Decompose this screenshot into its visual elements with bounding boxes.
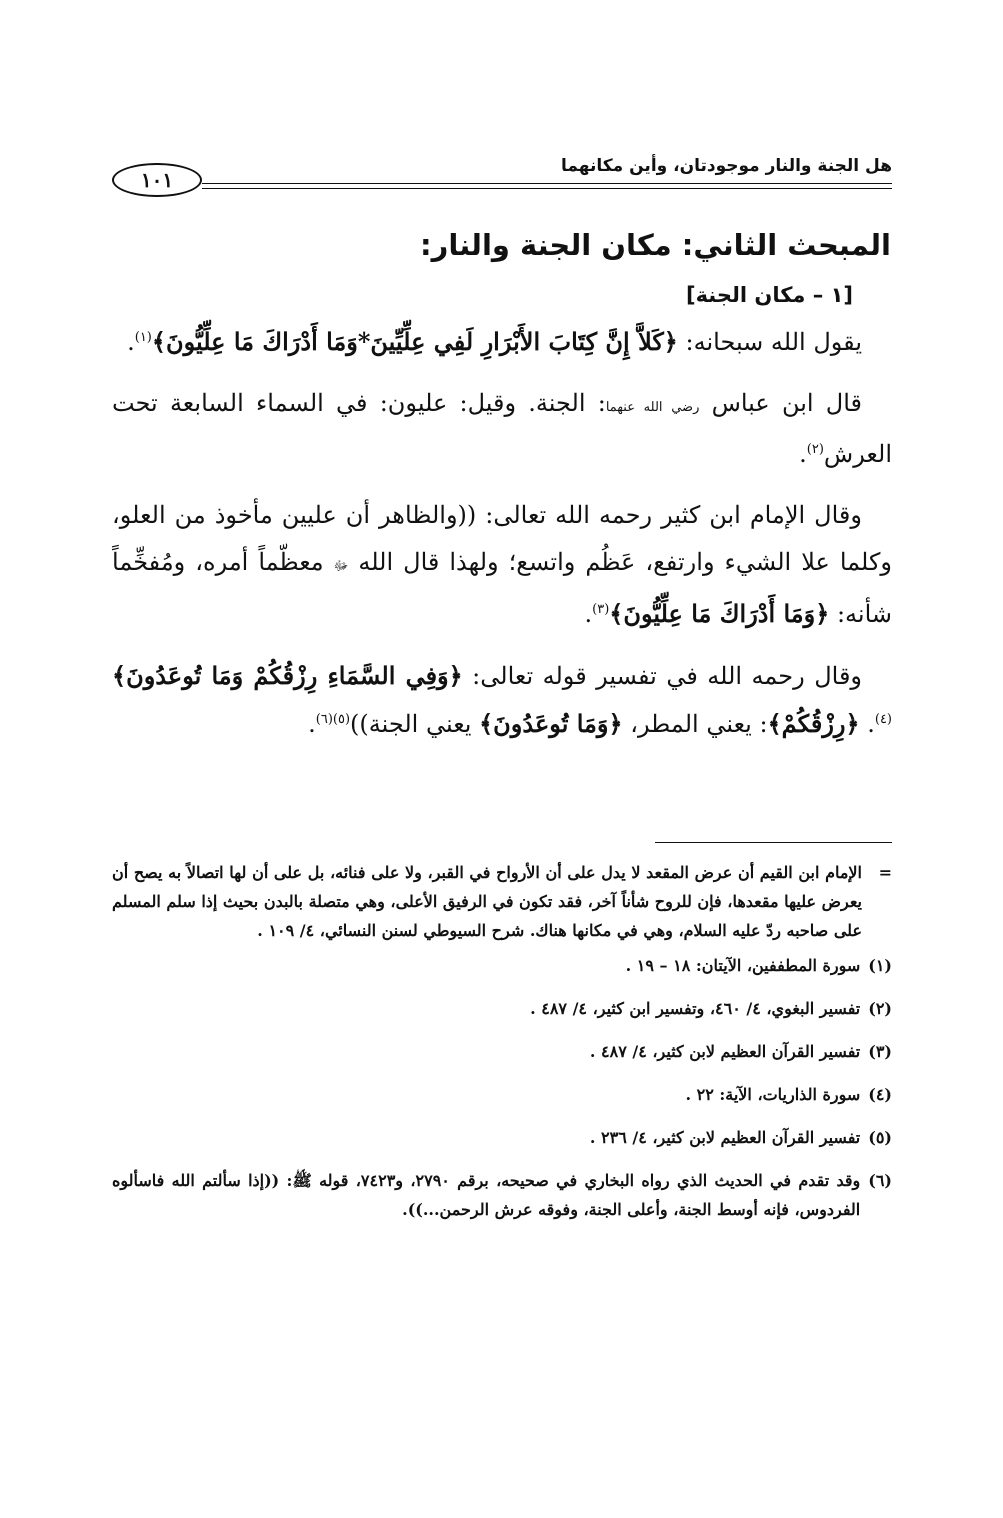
- footnote-2: [112, 994, 892, 1023]
- main-body: [112, 318, 892, 762]
- footnotes: [112, 858, 892, 1238]
- footnote-number: (٦): [868, 1171, 892, 1190]
- header-title: هل الجنة والنار موجودتان، وأين مكانهما: [561, 156, 892, 176]
- p3-end: .: [584, 600, 593, 628]
- p4-text2: .: [859, 710, 875, 738]
- p1-verse: ﴿كَلاَّ إِنَّ كِتَابَ الأَبْرَارِ لَفِي عِلِّيِّينَ*وَمَا أَدْرَاكَ مَا عِلِّيُّونَ﴾: [151, 327, 678, 356]
- p4-text4: يعني الجنة)): [350, 710, 480, 738]
- footnote-ref-1[interactable]: (١): [134, 330, 152, 345]
- p3-verse: ﴿وَمَا أَدْرَاكَ مَا عِلِّيُّونَ﴾: [609, 599, 830, 628]
- p1-lead: يقول الله سبحانه:: [677, 328, 862, 356]
- p3-text: وقال الإمام ابن كثير رحمه الله تعالى: ((والظاهر أن عليين مأخوذ من العلو، وكلما علا الشيء وارتفع، عَظُم واتسع؛ ولهذا قال الله: [112, 501, 893, 576]
- footnote-text: سورة المطففين، الآيتان: ١٨ – ١٩ .: [625, 956, 861, 975]
- footnote-3: [112, 1037, 892, 1066]
- paragraph-1: [112, 318, 892, 366]
- footnote-number: (٥): [868, 1128, 892, 1147]
- footnote-5: [112, 1123, 892, 1152]
- p2-end: .: [799, 440, 807, 468]
- p4-verse-2: ﴿رِزْقُكُمْ﴾: [767, 709, 860, 738]
- footnote-number: (٣): [868, 1042, 892, 1061]
- footnote-separator: [655, 842, 892, 843]
- p3-text2: معظّماً أمره، ومُفخِّماً شأنه:: [112, 548, 892, 628]
- p4-text3: : يعني المطر،: [622, 710, 768, 738]
- footnote-number: (٤): [868, 1085, 892, 1104]
- footnote-ref-5-6[interactable]: (٥)(٦): [315, 712, 351, 727]
- footnote-1: [112, 951, 892, 980]
- footnote-carry-over: [112, 858, 892, 945]
- footnote-ref-3[interactable]: (٣): [592, 602, 610, 617]
- p4-verse-3: ﴿وَمَا تُوعَدُونَ﴾: [479, 709, 623, 738]
- footnote-text: سورة الذاريات، الآية: ٢٢ .: [685, 1085, 861, 1104]
- paragraph-4: [112, 652, 892, 748]
- p3-honorific: ﷻ: [333, 559, 349, 574]
- header-double-rule: [202, 183, 892, 189]
- p1-end: .: [127, 328, 135, 356]
- footnote-text: تفسير القرآن العظيم لابن كثير، ٤/ ٢٣٦ .: [589, 1128, 861, 1147]
- sub-heading: [١ – مكان الجنة]: [685, 283, 853, 307]
- p4-verse-1: ﴿وَفِي السَّمَاءِ رِزْقُكُمْ وَمَا تُوعَدُونَ﴾: [112, 661, 463, 690]
- footnote-number: (١): [868, 956, 892, 975]
- page-number: ١٠١: [140, 168, 174, 192]
- section-heading: المبحث الثاني: مكان الجنة والنار:: [420, 228, 891, 262]
- p2-lead: قال ابن عباس: [699, 389, 862, 417]
- footnote-number: (٢): [868, 999, 892, 1018]
- carry-over-marker: =: [878, 863, 892, 882]
- footnote-ref-2[interactable]: (٢): [806, 442, 824, 457]
- p2-text: : الجنة. وقيل: عليون: في السماء السابعة تحت العرش: [112, 389, 892, 468]
- paragraph-3: [112, 492, 892, 638]
- page-number-badge: [112, 163, 202, 197]
- p4-end: .: [308, 710, 316, 738]
- footnote-text: وقد تقدم في الحديث الذي رواه البخاري في صحيحه، برقم ٢٧٩٠، و٧٤٢٣، قوله ﷺ: ((إذا سألتم الله فاسألوه الفردوس، فإنه أوسط الجنة، وأعلى الجنة، وفوقه عرش الرحمن...)).: [112, 1171, 861, 1219]
- footnote-ref-4[interactable]: (٤): [874, 712, 892, 727]
- p2-honorific: رضي الله عنهما: [605, 400, 700, 415]
- footnote-6: [112, 1166, 892, 1224]
- p4-text: وقال رحمه الله في تفسير قوله تعالى:: [462, 662, 862, 690]
- footnote-text: تفسير القرآن العظيم لابن كثير، ٤/ ٤٨٧ .: [589, 1042, 861, 1061]
- running-header: [112, 150, 892, 200]
- paragraph-2: [112, 380, 892, 478]
- carry-over-text: الإمام ابن القيم أن عرض المقعد لا يدل على أن الأرواح في القبر، ولا على فنائه، بل على أن لها اتصالاً به يصح أن يعرض عليها مقعدها، فإن للروح شأناً آخر، فقد تكون في الرفيق الأعلى، وهي متصلة بالبدن بحيث إذا سلم المسلم على صاحبه ردّ عليه السلام، وهي في مكانها هناك. شرح السيوطي لسنن النسائي، ٤/ ١٠٩ .: [112, 863, 862, 940]
- footnote-text: تفسير البغوي، ٤/ ٤٦٠، وتفسير ابن كثير، ٤/ ٤٨٧ .: [530, 999, 861, 1018]
- footnote-4: [112, 1080, 892, 1109]
